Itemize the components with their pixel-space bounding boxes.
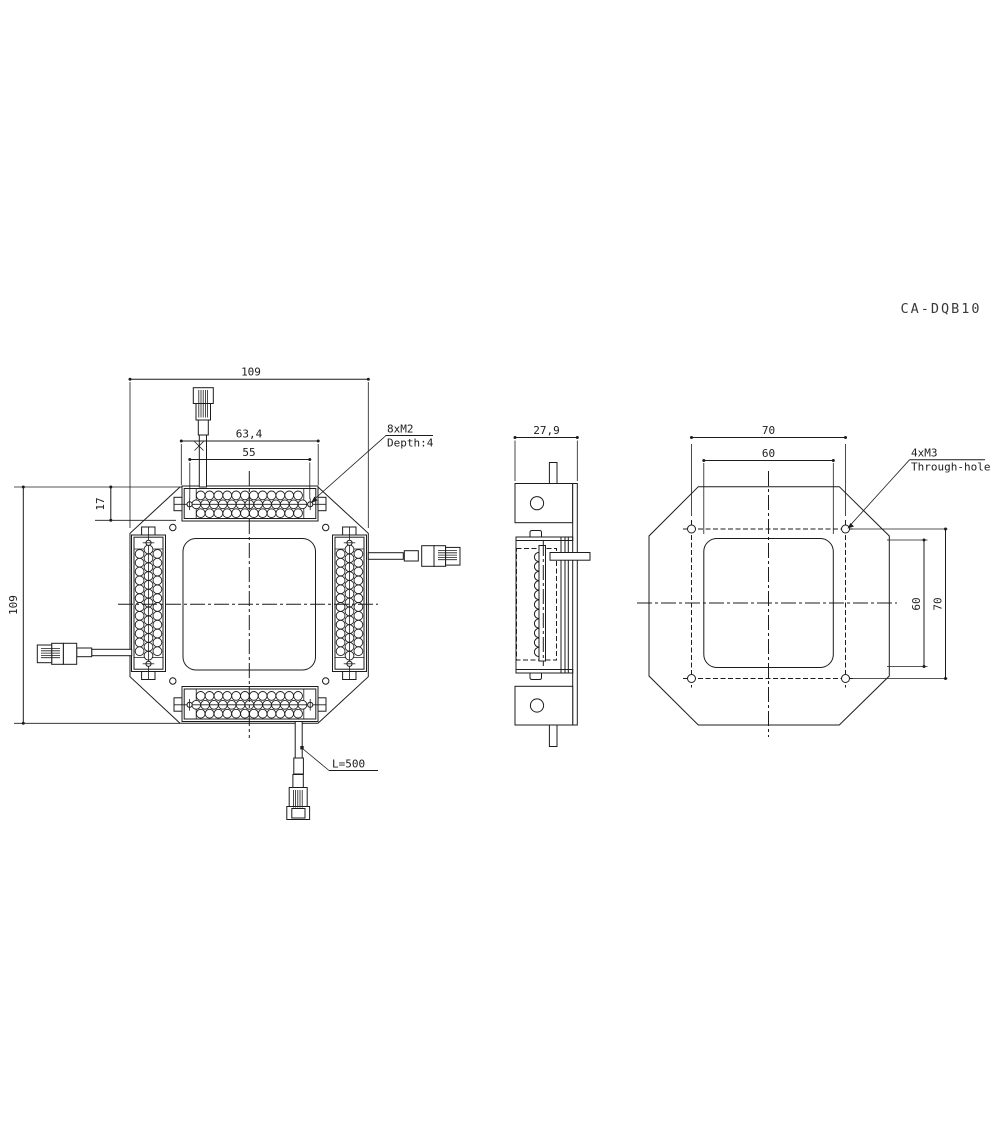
note-8xM2: 8xM2: [387, 422, 414, 436]
dim-value-55: 55: [242, 446, 256, 459]
dim-value-17: 17: [94, 497, 107, 511]
dim-value-60-top: 60: [761, 447, 776, 460]
dim-rear-hole-pitch-v: [852, 528, 948, 681]
cable-bottom: [287, 722, 310, 820]
dim-value-27-9: 27,9: [533, 424, 560, 437]
dim-rear-opening-h: [887, 539, 928, 669]
led-bar-top: [174, 486, 326, 521]
rear-center-lines: [637, 471, 897, 737]
model-number: CA-DQB10: [900, 301, 982, 317]
note-through-hole: Through-hole: [911, 460, 991, 474]
note-L-500: L=500: [332, 757, 366, 771]
cable-top: [193, 388, 213, 487]
dim-value-63-4: 63,4: [235, 427, 263, 441]
led-bar-right: [333, 527, 367, 680]
cable-left: [37, 643, 131, 664]
rear-view: [637, 424, 990, 737]
front-view: [7, 366, 460, 820]
led-bar-left: [132, 527, 166, 680]
dim-value-60-right: 60: [910, 597, 923, 611]
led-bar-bottom: [174, 687, 326, 722]
side-view: [514, 424, 591, 747]
dim-bar-width-17: [94, 486, 176, 522]
note-screw-thread: [311, 423, 434, 504]
dim-depth-27-9: [514, 424, 579, 481]
dim-value-109-left: 109: [7, 595, 20, 615]
dim-value-70-right: 70: [931, 597, 945, 611]
note-depth-4: Depth:4: [387, 436, 434, 450]
side-body: [515, 463, 590, 747]
note-4xM3: 4xM3: [911, 446, 938, 460]
dim-value-70-top: 70: [761, 424, 776, 437]
cable-right: [368, 546, 460, 567]
led-profile-scallops: [534, 552, 539, 656]
dim-value-109-top: 109: [241, 365, 261, 379]
note-cable-length: [300, 746, 378, 771]
